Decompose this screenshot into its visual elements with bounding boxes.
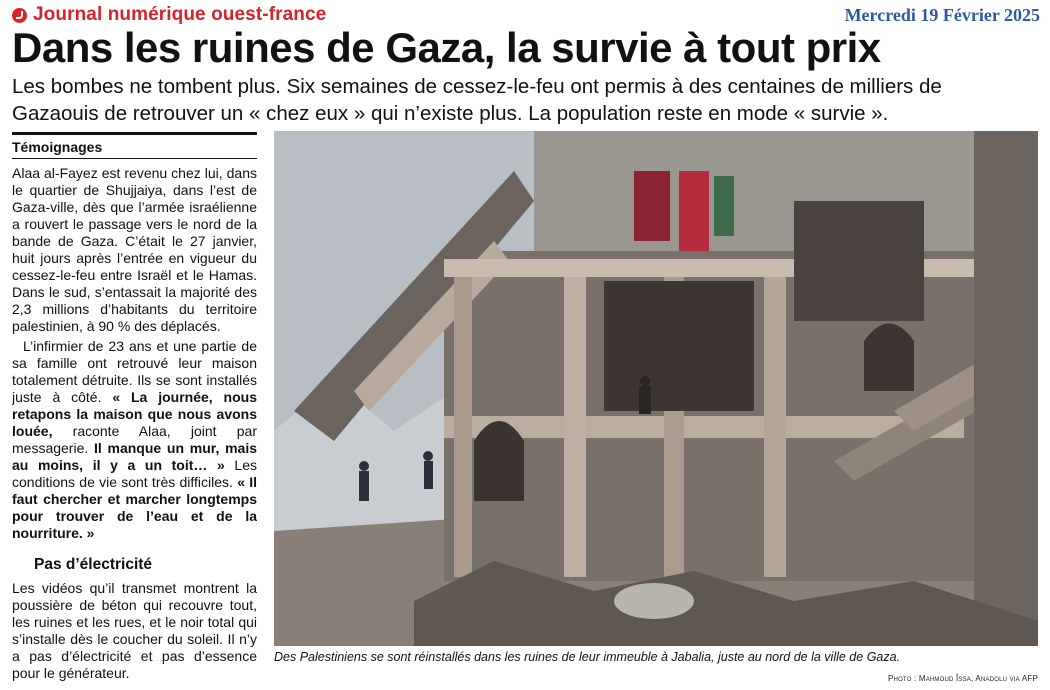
headline: Dans les ruines de Gaza, la survie à tout prix — [12, 24, 881, 71]
standfirst: Les bombes ne tombent plus. Six semaines de cessez-le-feu ont permis à des centaines de milliers de Gazaouis de retrouver un « chez eux » qui n’existe plus. La population reste en mode « survie ». — [12, 75, 942, 125]
paragraph-2-text-1: L’infirmier de 23 ans et une partie de sa famille ont retrouvé leur maison totalement détruite. Ils se sont installés juste à côté. — [12, 338, 257, 405]
paragraph-2-quote-2: Il manque un mur, mais au moins, il y a un toit… » — [12, 440, 257, 473]
paragraph-2-quote-1: « La journée, nous retapons la maison que nous avons louée, — [12, 389, 257, 439]
photo-credit: Photo : Mahmoud Îssa, Anadolu via AFP — [888, 674, 1038, 683]
issue-date: Mercredi 19 Février 2025 — [844, 5, 1040, 25]
photo-caption: Des Palestiniens se sont réinstallés dans les ruines de leur immeuble à Jabalia, juste au nord de la ville de Gaza. — [274, 650, 901, 664]
subheading: Pas d’électricité — [34, 556, 153, 573]
kicker: Témoignages — [12, 135, 257, 159]
paragraph-2-quote-3: « Il faut chercher et marcher longtemps pour trouver de l’eau et de la nourriture. » — [12, 474, 257, 541]
brand-name: Journal numérique ouest-france — [33, 4, 327, 25]
ruined-building-illustration — [274, 131, 1038, 646]
paragraph-2-text-3: Les conditions de vie sont très difficiles. — [12, 457, 257, 490]
ruins-photo — [274, 131, 1038, 646]
article-column — [12, 132, 257, 690]
ouest-france-logo-icon — [12, 8, 27, 23]
paragraph-1: Alaa al-Fayez est revenu chez lui, dans le quartier de Shujjaiya, dans l’est de Gaza-ville, dès que l’armée israélienne a rouvert le passage vers le nord de la bande de Gaza. C’était le 27 janvier, huit jours après l’entrée en vigueur du cessez-le-feu entre Israël et le Hamas. Dans le sud, s’entassait la majorité des 2,3 millions d’habitants du territoire palestinien, à 90 % des déplacés. — [12, 165, 257, 334]
paragraph-3: Les vidéos qu’il transmet montrent la poussière de béton qui recouvre tout, les ruines et les rues, et le noir total qui s’installe dès le coucher du soleil. Il n’y a pas d’électricité et pas d’essence pour le générateur. — [12, 580, 257, 681]
paragraph-2-text-2: raconte Alaa, joint par messagerie. — [12, 423, 257, 456]
paragraph-2 — [12, 338, 257, 542]
